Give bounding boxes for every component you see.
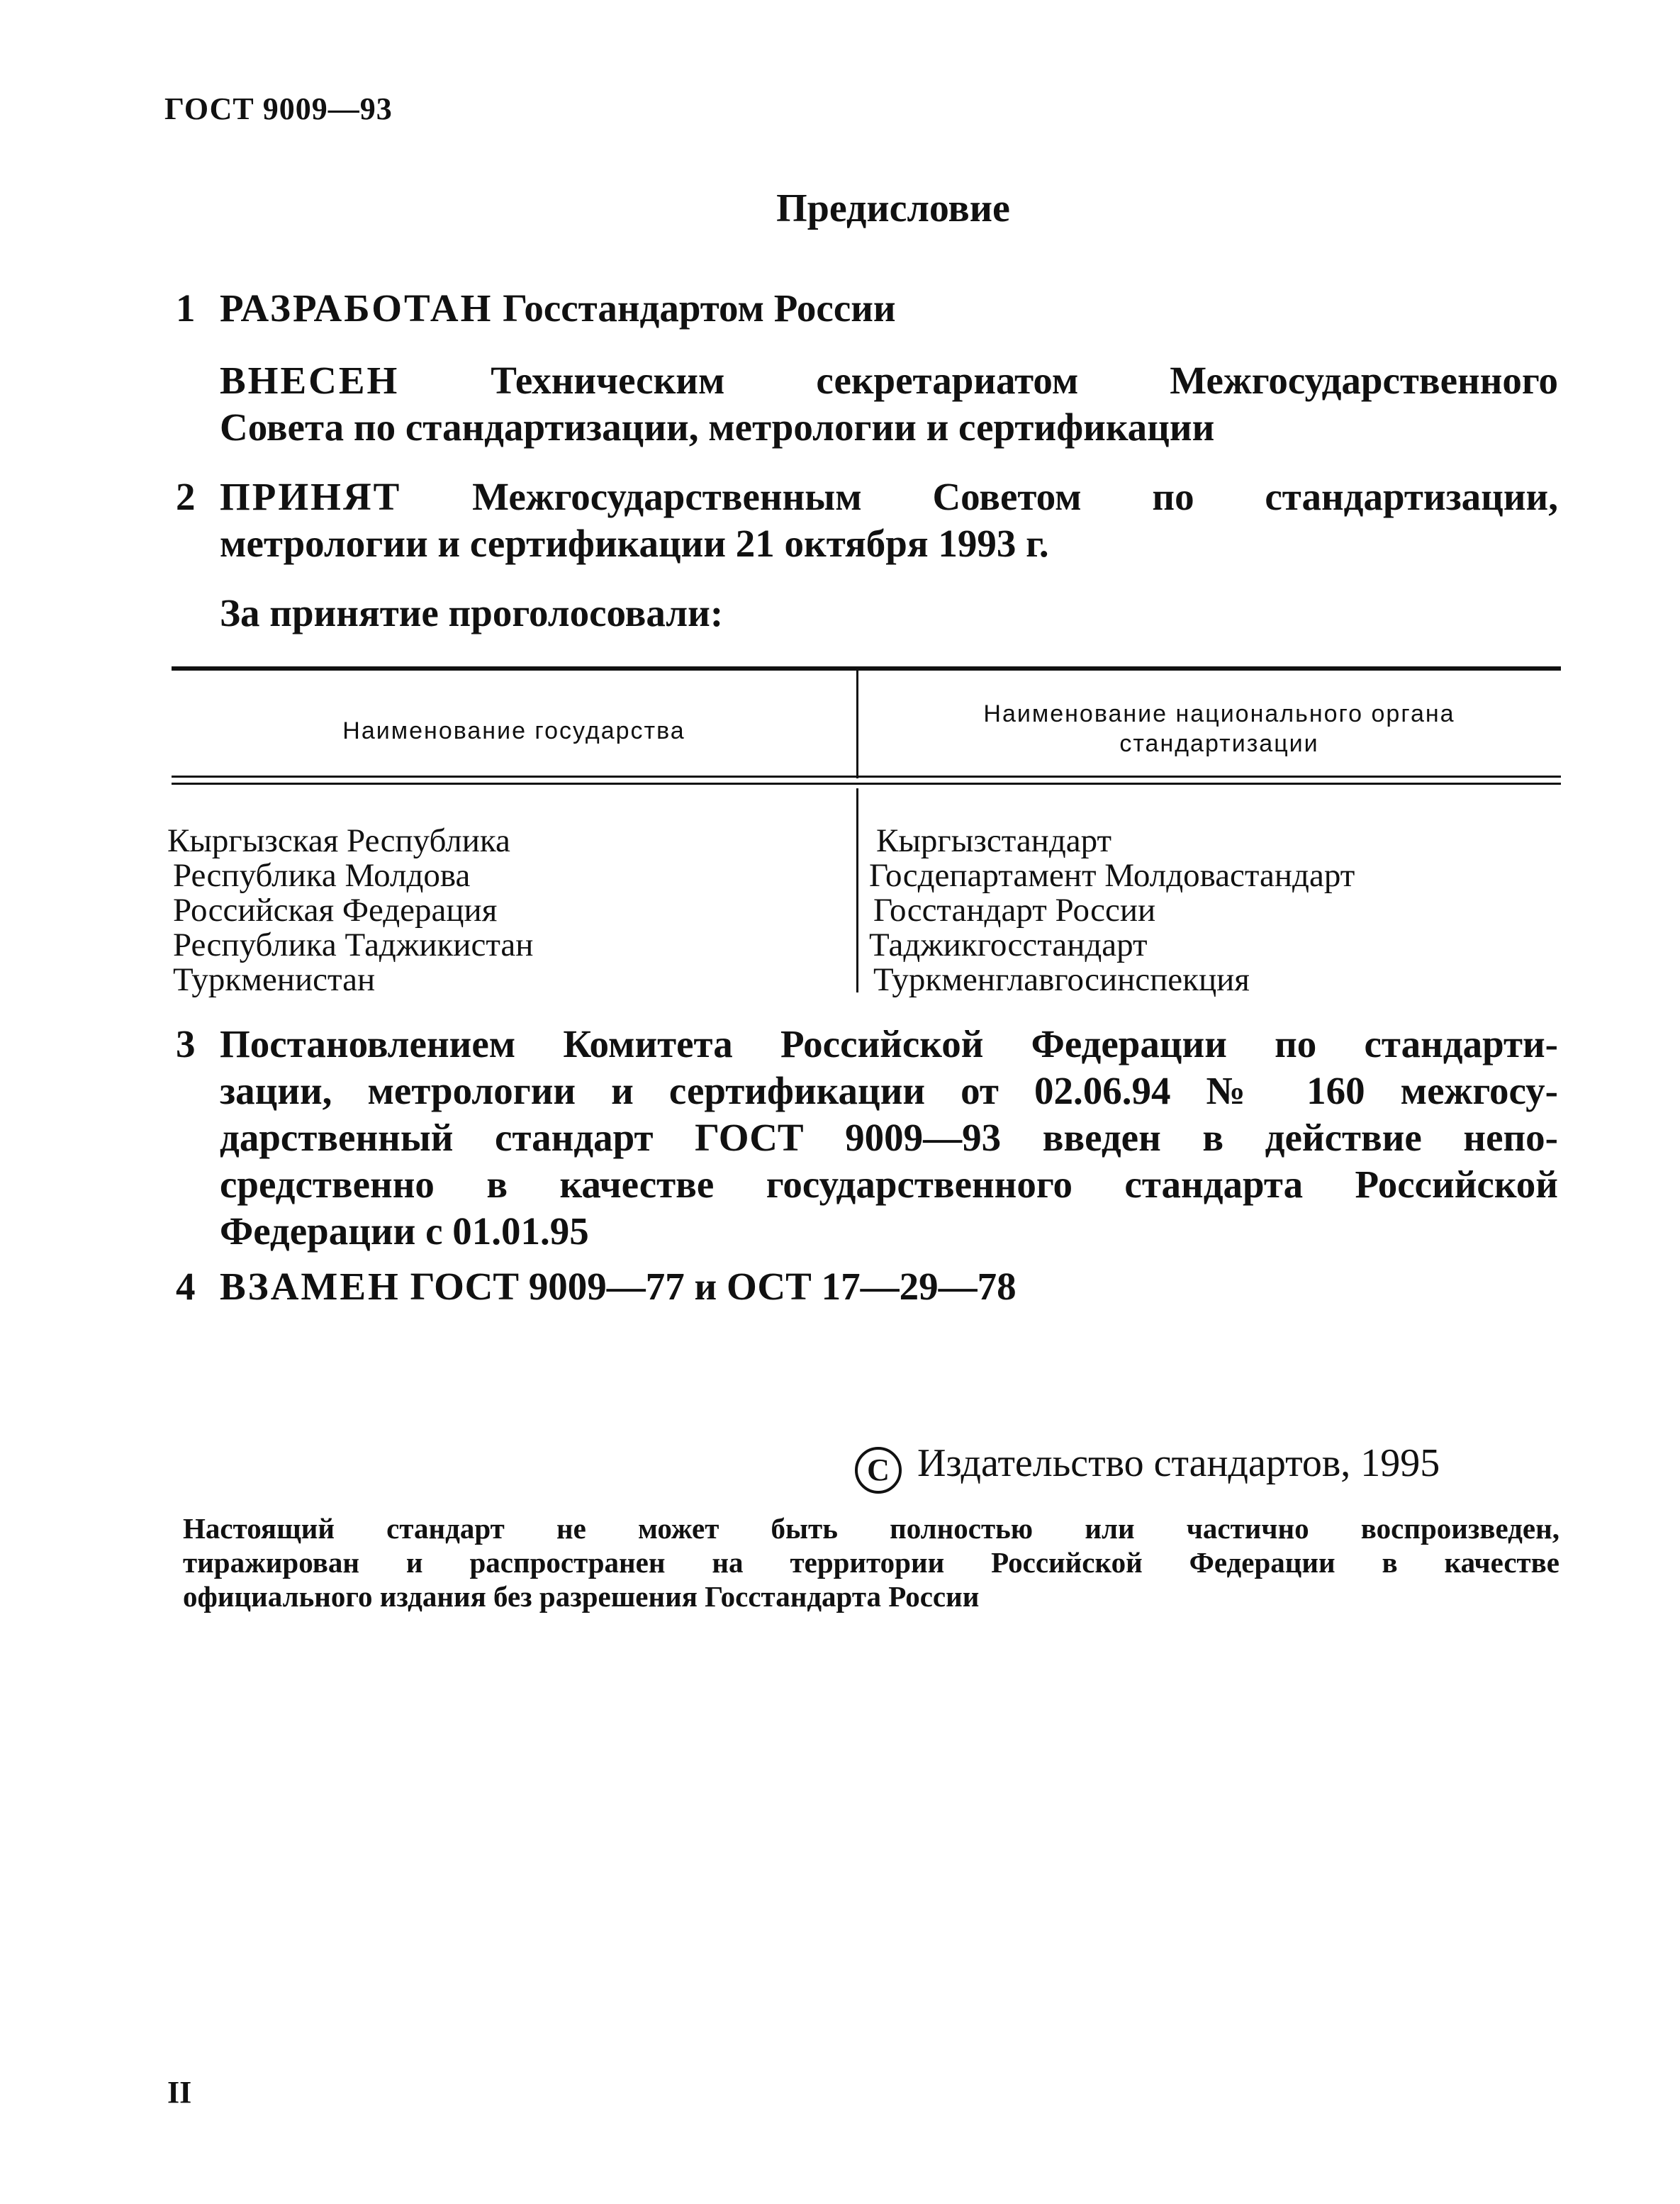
- item-number: 1: [176, 286, 196, 330]
- copyright-line: [855, 1441, 1440, 1494]
- voted-label: [176, 590, 1558, 637]
- notice-line: официального издания без разрешения Госстандарта России: [183, 1580, 980, 1613]
- table-cell: Российская Федерация: [173, 892, 498, 929]
- preface-title: Предисловие: [776, 186, 1010, 230]
- table-column-states: [167, 824, 533, 997]
- item-lead: РАЗРАБОТАН: [220, 286, 493, 330]
- table-cell: Таджикгосстандарт: [869, 927, 1148, 963]
- item-text: Госстандартом России: [493, 286, 896, 330]
- item-line: метрологии и сертификации 21 октября 1993 г.: [220, 522, 1049, 565]
- item-text: ГОСТ 9009—77 и ОСТ 17—29—78: [400, 1265, 1017, 1308]
- item-number: 3: [176, 1022, 196, 1065]
- table-cell: Кыргызская Республика: [167, 822, 510, 859]
- item-number: 4: [176, 1265, 196, 1308]
- item-lead: ВНЕСЕН: [220, 359, 400, 402]
- document-code: ГОСТ 9009—93: [164, 91, 393, 126]
- notice-line: тиражирован и распространен на территории Российской Федерации в качестве: [183, 1546, 1559, 1579]
- table-cell: Госдепартамент Молдовастандарт: [869, 857, 1355, 894]
- voted-text: За принятие проголосовали:: [220, 591, 724, 634]
- item-lead: ВЗАМЕН: [220, 1265, 401, 1308]
- item-text: Техническим секретариатом Межгосударственного: [399, 359, 1558, 402]
- reproduction-notice: [183, 1511, 1559, 1613]
- table-cell: Кыргызстандарт: [876, 822, 1112, 859]
- item-line: [220, 474, 1558, 520]
- item-line: [220, 357, 1558, 404]
- table-cell: Туркменглавгосинспекция: [873, 961, 1250, 998]
- item-line: Федерации с 01.01.95: [220, 1209, 589, 1253]
- item-line: дарственный стандарт ГОСТ 9009—93 введен в действие непо-: [220, 1116, 1558, 1159]
- preface-item-4: [176, 1263, 1558, 1310]
- table-cell: Госстандарт России: [873, 892, 1156, 929]
- table-header-body: Наименование национального органа стандартизации: [983, 700, 1455, 757]
- preface-item-introduced: [176, 357, 1558, 451]
- item-line: Постановлением Комитета Российской Федерации по стандарти-: [220, 1022, 1558, 1065]
- item-line: средственно в качестве государственного стандарта Российской: [220, 1163, 1558, 1206]
- item-lead: ПРИНЯТ: [220, 475, 402, 518]
- table-cell: Республика Таджикистан: [173, 927, 534, 963]
- table-header-state: Наименование государства: [342, 717, 685, 744]
- item-number: 2: [176, 475, 196, 518]
- copyright-icon: C: [855, 1447, 902, 1494]
- table-column-bodies: [869, 824, 1355, 997]
- preface-item-1: [176, 285, 1558, 332]
- table-header-rule-2: [172, 783, 1561, 785]
- page-number: II: [167, 2075, 192, 2110]
- preface-item-3: [176, 1021, 1558, 1255]
- item-text: Межгосударственным Советом по стандартизации,: [401, 475, 1558, 518]
- table-header-rule: [172, 776, 1561, 778]
- table-cell: Туркменистан: [173, 961, 376, 998]
- notice-line: Настоящий стандарт не может быть полностью или частично воспроизведен,: [183, 1512, 1559, 1545]
- item-line: Совета по стандартизации, метрологии и сертификации: [220, 405, 1215, 449]
- table-body-divider: [856, 788, 858, 992]
- table-header-divider: [856, 671, 858, 778]
- copyright-text: Издательство стандартов, 1995: [917, 1441, 1440, 1485]
- table-top-rule: [172, 666, 1561, 671]
- item-line: зации, метрологии и сертификации от 02.06.94 № 160 межгосу-: [220, 1069, 1558, 1112]
- table-cell: Республика Молдова: [173, 857, 471, 894]
- preface-item-2: [176, 474, 1558, 567]
